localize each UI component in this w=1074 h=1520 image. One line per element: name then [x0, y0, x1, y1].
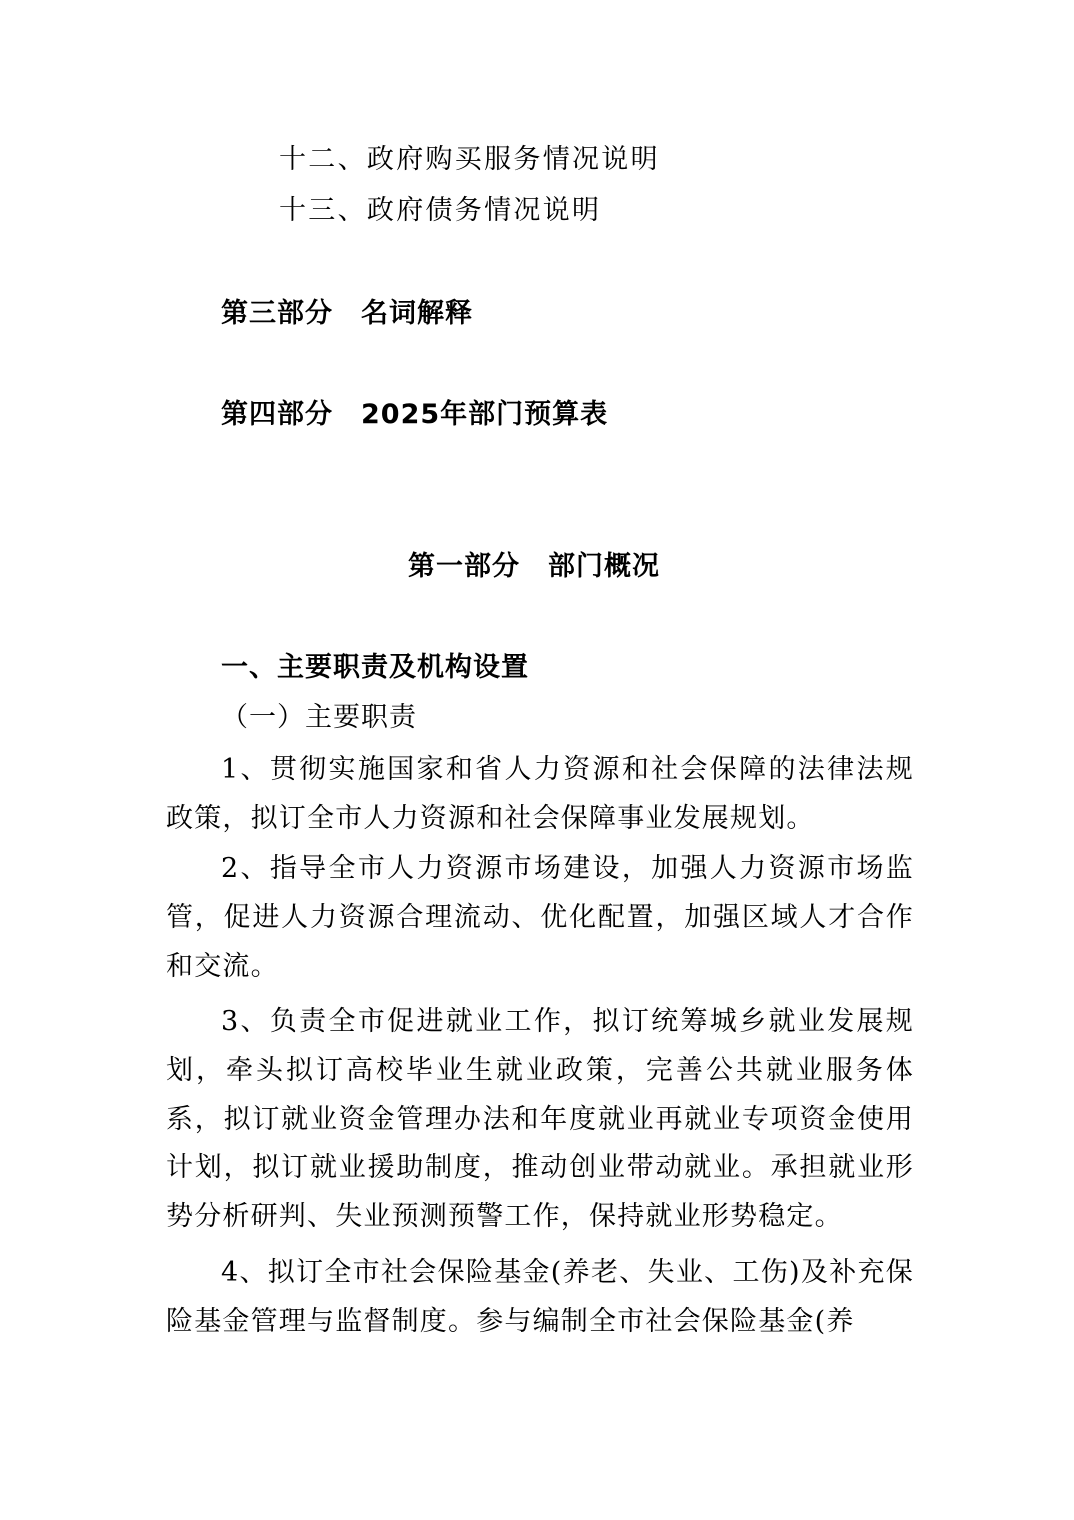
duty-paragraph-4: 4、拟订全市社会保险基金(养老、失业、工伤)及补充保险基金管理与监督制度。参与编制全市社会保险基金(养	[166, 1257, 914, 1337]
duty-paragraph-3: 3、负责全市促进就业工作，拟订统筹城乡就业发展规划，牵头拟订高校毕业生就业政策，完善公共就业服务体系，拟订就业资金管理办法和年度就业再就业专项资金使用计划，拟订就业援助制度，推动创业带动就业。承担就业形势分析研判、失业预测预警工作，保持就业形势稳定。	[166, 1006, 914, 1233]
toc-item-12: 十二、政府购买服务情况说明	[279, 144, 660, 175]
duty-paragraph-1: 1、贯彻实施国家和省人力资源和社会保障的法律法规政策，拟订全市人力资源和社会保障事业发展规划。	[166, 754, 914, 834]
toc-part-3: 第三部分 名词解释	[221, 298, 473, 329]
duty-paragraph-2: 2、指导全市人力资源市场建设，加强人力资源市场监管，促进人力资源合理流动、优化配置，加强区域人才合作和交流。	[166, 853, 914, 982]
section-title: 第一部分 部门概况	[408, 551, 660, 582]
heading-duties-and-structure: 一、主要职责及机构设置	[221, 652, 529, 683]
toc-item-13: 十三、政府债务情况说明	[279, 195, 602, 226]
subheading-main-duties: （一）主要职责	[221, 702, 417, 733]
toc-part-4: 第四部分 2025年部门预算表	[221, 399, 609, 430]
